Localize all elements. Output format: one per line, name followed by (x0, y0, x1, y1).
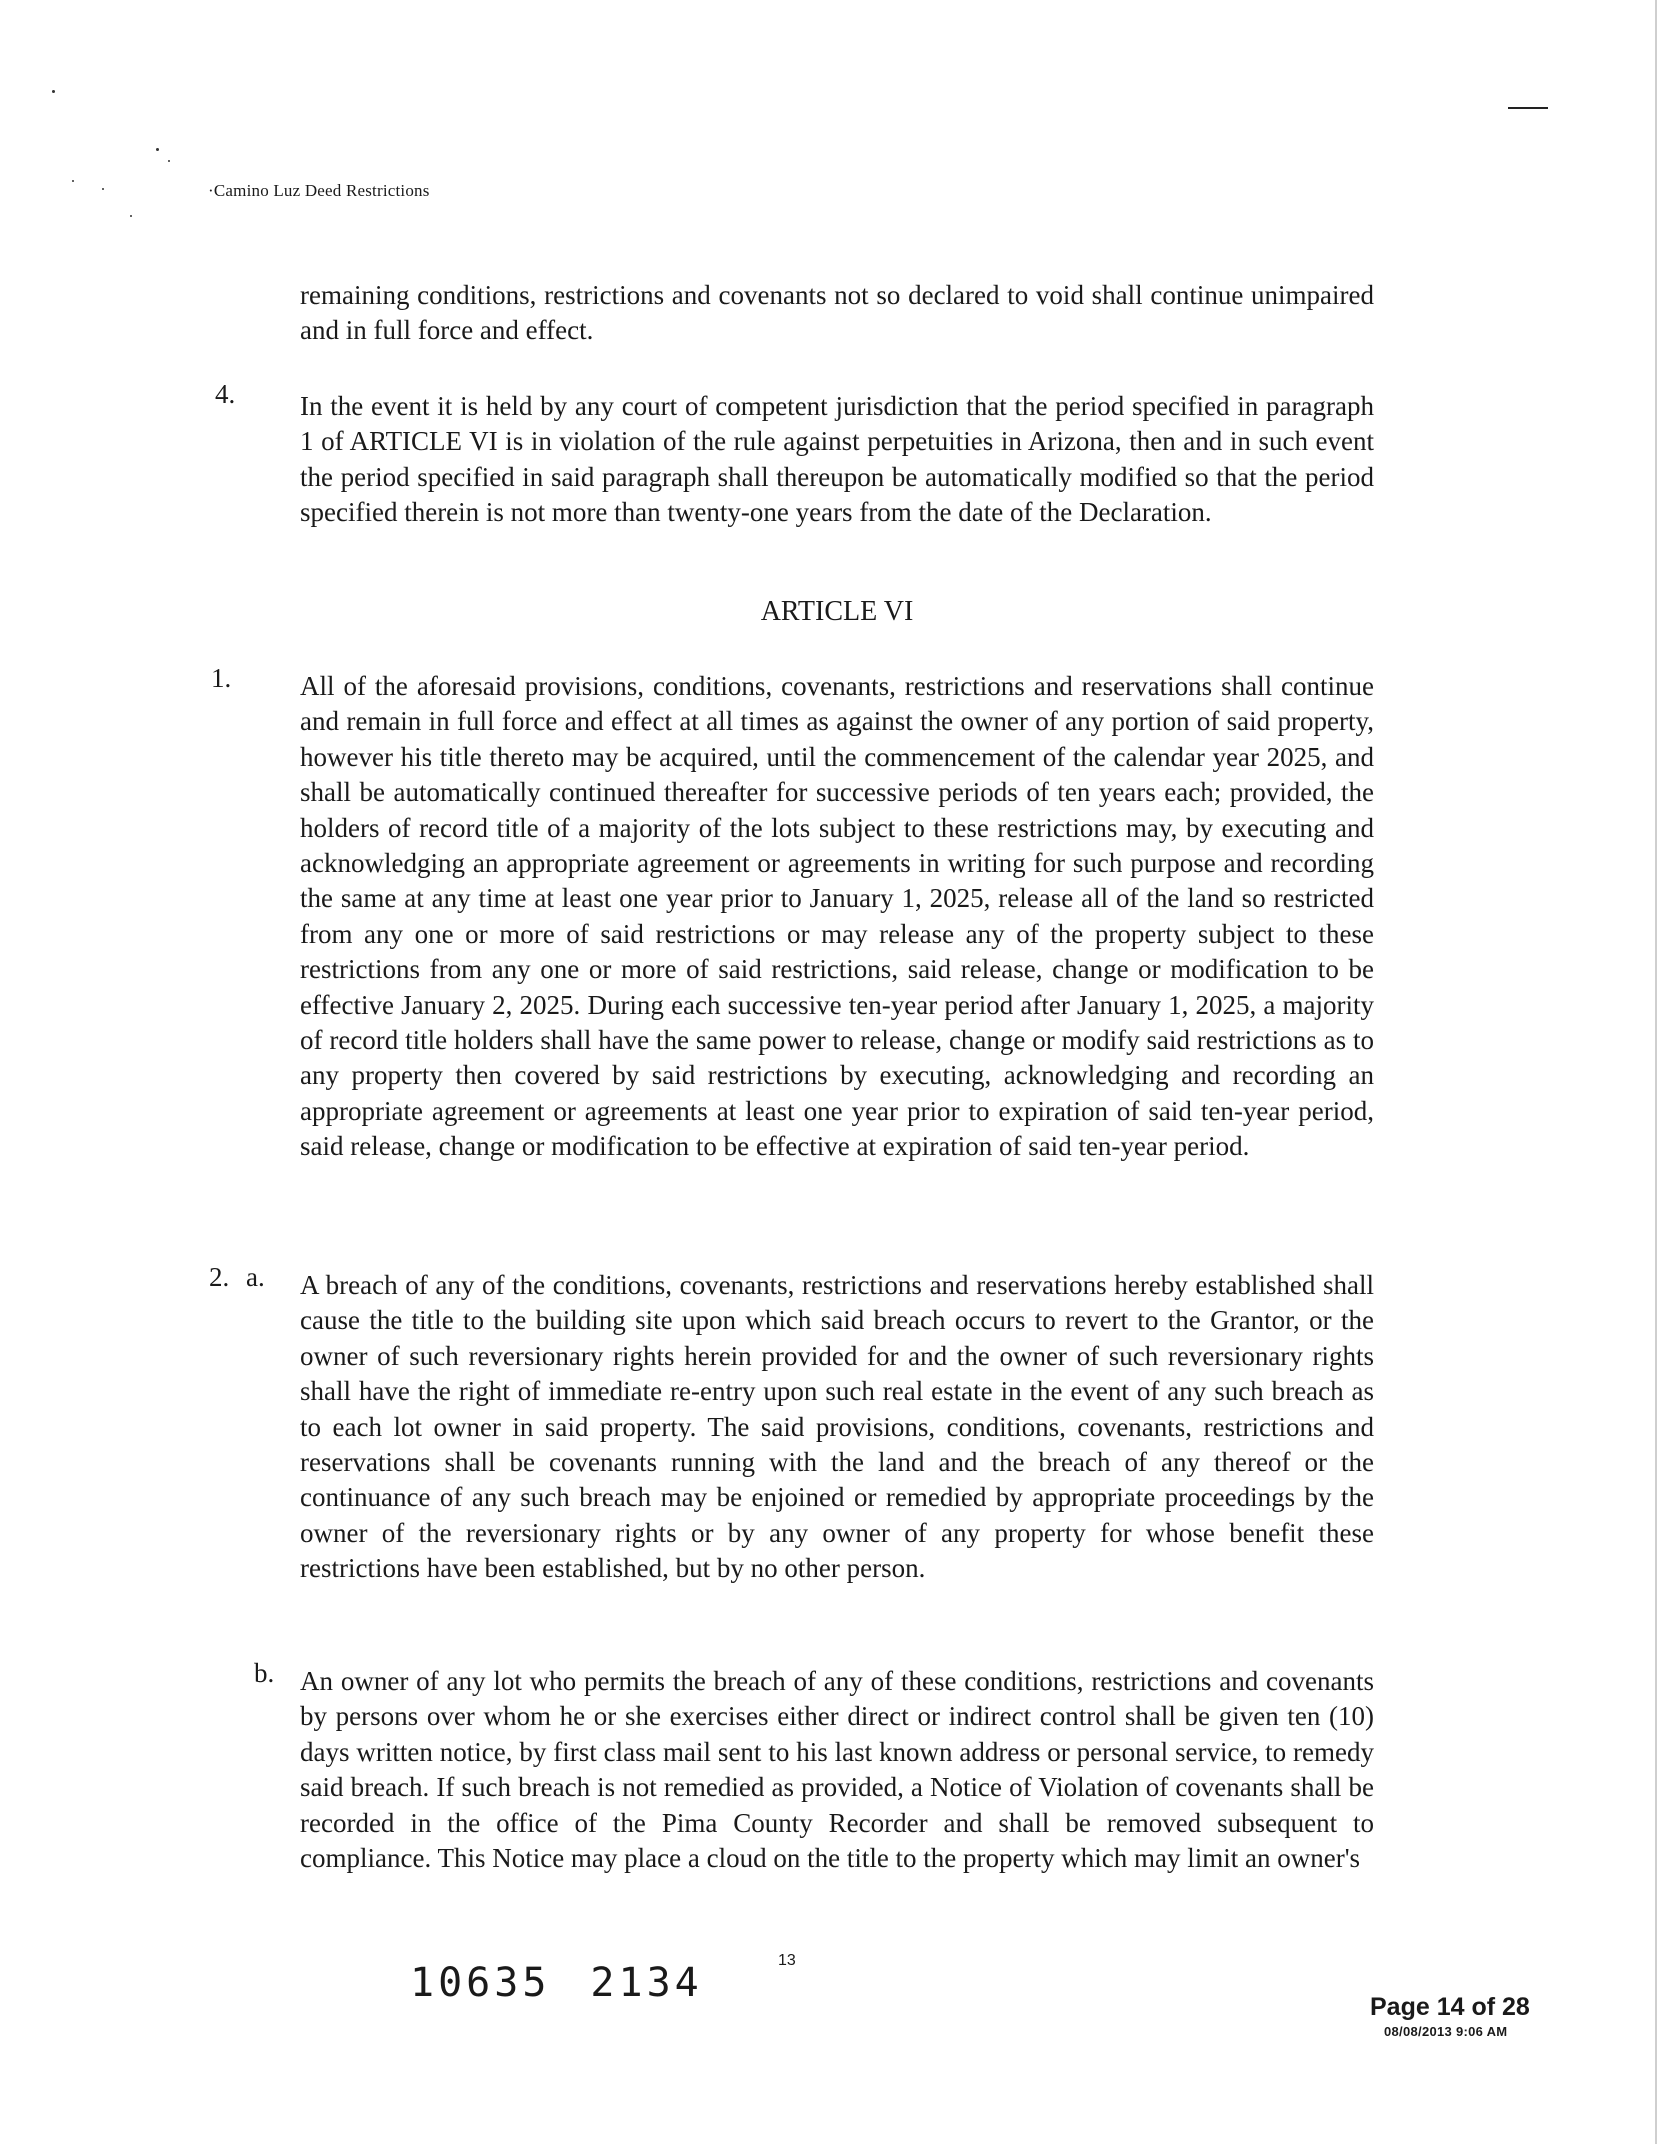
book-number: 10635 (410, 1960, 551, 2006)
page-counter: Page 14 of 28 (1370, 1993, 1530, 2021)
item-letter: b. (254, 1658, 275, 1688)
page-number: 13 (778, 1952, 796, 1969)
timestamp: 08/08/2013 9:06 AM (1384, 2024, 1508, 2039)
scan-speck (52, 90, 55, 93)
item-4-paragraph: In the event it is held by any court of competent jurisdiction that the period specified in paragraph 1 of ARTICLE VI is in violation of the rule against perpetuities in Arizona, then and in such event the period specified in said paragraph shall thereupon be automatically modified so that the period specified therein is not more than twenty-one years from the date of the Declaration. (300, 391, 1374, 528)
book-page-number: 2134 (590, 1960, 703, 2006)
scan-speck (156, 148, 159, 151)
scan-speck (168, 160, 170, 162)
scan-speck (72, 180, 74, 182)
continuation-paragraph: remaining conditions, restrictions and covenants not so declared to void shall continue unimpaired and in full force and effect. (300, 280, 1374, 346)
header-rule (1508, 107, 1548, 109)
scan-speck (102, 188, 104, 190)
article-6-item-1-paragraph: All of the aforesaid provisions, conditions, covenants, restrictions and reservations shall continue and remain in full force and effect at all times as against the owner of any portion of said property, however his title thereto may be acquired, until the commencement of the calendar year 2025, and shall be automatically continued thereafter for successive periods of ten years each; provided, the holders of record title of a majority of the lots subject to these restrictions may, by executing and acknowledging an appropriate agreement or agreements in writing for such purpose and recording the same at any time at least one year prior to January 1, 2025, release all of the land so restricted from any one or more of said restrictions or may release any of the property subject to these restrictions from any one or more of said restrictions, said release, change or modification to be effective January 2, 2025. During each successive ten-year period after January 1, 2025, a majority of record title holders shall have the same power to release, change or modify said restrictions as to any property then covered by said restrictions by executing, acknowledging and recording an appropriate agreement or agreements at least one year prior to expiration of said ten-year period, said release, change or modification to be effective at expiration of said ten-year period. (300, 671, 1374, 1162)
running-header: ·Camino Luz Deed Restrictions (208, 181, 430, 200)
recording-number (410, 1960, 703, 2006)
scan-edge (1655, 0, 1657, 2144)
article-heading: ARTICLE VI (760, 596, 914, 627)
item-number: 4. (215, 379, 236, 409)
item-number: 2. (209, 1262, 230, 1292)
scan-speck (130, 215, 132, 217)
article-6-item-2b-paragraph: An owner of any lot who permits the breach of any of these conditions, restrictions and covenants by persons over whom he or she exercises either direct or indirect control shall be given ten (10) days written notice, by first class mail sent to his last known address or personal service, to remedy said breach. If such breach is not remedied as provided, a Notice of Violation of covenants shall be recorded in the office of the Pima County Recorder and shall be removed subsequent to compliance. This Notice may place a cloud on the title to the property which may limit an owner's (300, 1666, 1374, 1874)
item-letter: a. (246, 1262, 265, 1292)
article-6-item-2a-paragraph: A breach of any of the conditions, covenants, restrictions and reservations hereby established shall cause the title to the building site upon which said breach occurs to revert to the Grantor, or the owner of such reversionary rights herein provided for and the owner of such reversionary rights shall have the right of immediate re-entry upon such real estate in the event of any such breach as to each lot owner in said property. The said provisions, conditions, covenants, restrictions and reservations shall be covenants running with the land and the breach of any thereof or the continuance of any such breach may be enjoined or remedied by appropriate proceedings by the owner of the reversionary rights or by any owner of any property for whose benefit these restrictions have been established, but by no other person. (300, 1270, 1374, 1584)
item-number: 1. (211, 663, 232, 693)
